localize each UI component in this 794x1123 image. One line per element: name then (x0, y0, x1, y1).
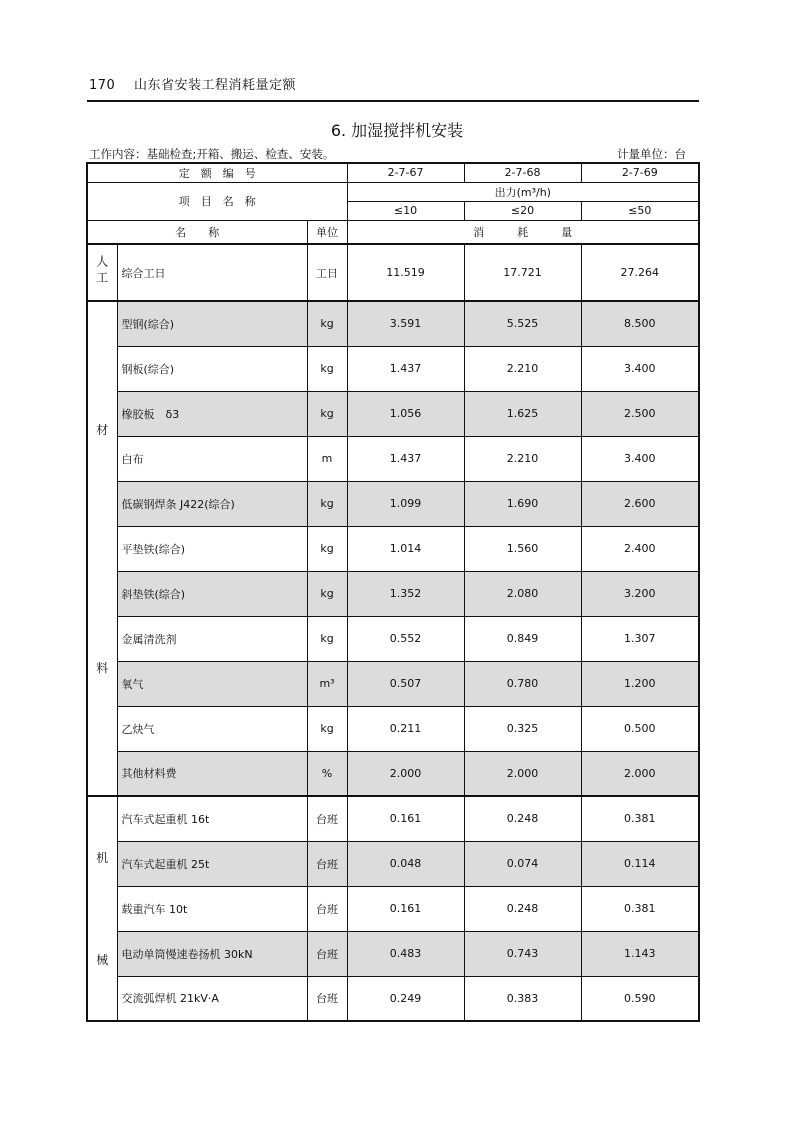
header-rule (87, 100, 699, 102)
materials-value-2: 2.210 (464, 436, 581, 481)
materials-value-1: 3.591 (347, 301, 464, 346)
machinery-value-1: 0.161 (347, 886, 464, 931)
materials-row (87, 706, 699, 751)
machinery-unit: 台班 (307, 796, 347, 841)
materials-unit: m³ (307, 661, 347, 706)
materials-value-3: 0.500 (581, 706, 699, 751)
materials-value-2: 5.525 (464, 301, 581, 346)
materials-value-2: 2.000 (464, 751, 581, 796)
labor-category (87, 244, 117, 301)
materials-category (87, 301, 117, 796)
measurement-unit: 计量单位：台 (617, 147, 686, 161)
materials-name: 钢板(综合) (117, 346, 307, 391)
materials-name: 其他材料费 (117, 751, 307, 796)
labor-category-label: 人工 (94, 255, 109, 287)
labor-row (87, 244, 699, 301)
materials-value-3: 3.200 (581, 571, 699, 616)
materials-unit: m (307, 436, 347, 481)
quota-table (86, 162, 700, 1022)
materials-row (87, 616, 699, 661)
materials-unit: kg (307, 616, 347, 661)
materials-value-2: 2.080 (464, 571, 581, 616)
materials-name: 金属清洗剂 (117, 616, 307, 661)
machinery-unit: 台班 (307, 886, 347, 931)
machinery-name: 载重汽车 10t (117, 886, 307, 931)
labor-value-2: 17.721 (464, 244, 581, 301)
materials-value-1: 1.437 (347, 346, 464, 391)
range-3: ≤50 (581, 201, 699, 220)
unit-header: 单位 (307, 220, 347, 244)
materials-value-1: 1.437 (347, 436, 464, 481)
materials-name: 白布 (117, 436, 307, 481)
machinery-value-3: 1.143 (581, 931, 699, 976)
materials-unit: kg (307, 301, 347, 346)
materials-unit: kg (307, 706, 347, 751)
materials-name: 氧气 (117, 661, 307, 706)
machinery-name: 汽车式起重机 25t (117, 841, 307, 886)
materials-value-1: 1.056 (347, 391, 464, 436)
materials-value-3: 1.200 (581, 661, 699, 706)
materials-name: 型钢(综合) (117, 301, 307, 346)
materials-value-3: 2.600 (581, 481, 699, 526)
machinery-name: 电动单筒慢速卷扬机 30kN (117, 931, 307, 976)
machinery-name: 交流弧焊机 21kV·A (117, 976, 307, 1021)
materials-value-1: 1.099 (347, 481, 464, 526)
materials-unit: kg (307, 526, 347, 571)
consumption-header: 消 耗 量 (347, 220, 699, 244)
materials-row (87, 391, 699, 436)
materials-name: 乙炔气 (117, 706, 307, 751)
materials-value-1: 1.352 (347, 571, 464, 616)
machinery-value-1: 0.161 (347, 796, 464, 841)
materials-row (87, 751, 699, 796)
materials-row (87, 661, 699, 706)
materials-row (87, 526, 699, 571)
machinery-row (87, 841, 699, 886)
machinery-value-3: 0.114 (581, 841, 699, 886)
materials-unit: % (307, 751, 347, 796)
materials-value-3: 2.400 (581, 526, 699, 571)
page-number: 170 (89, 78, 116, 93)
quota-code-3: 2-7-69 (581, 163, 699, 182)
materials-unit: kg (307, 346, 347, 391)
materials-name: 平垫铁(综合) (117, 526, 307, 571)
materials-value-2: 0.780 (464, 661, 581, 706)
machinery-value-1: 0.483 (347, 931, 464, 976)
materials-value-3: 2.000 (581, 751, 699, 796)
machinery-row (87, 886, 699, 931)
materials-row (87, 301, 699, 346)
range-1: ≤10 (347, 201, 464, 220)
machinery-value-2: 0.383 (464, 976, 581, 1021)
machinery-category-bottom: 械 (96, 953, 109, 968)
machinery-value-3: 0.381 (581, 886, 699, 931)
materials-unit: kg (307, 571, 347, 616)
machinery-category-top: 机 (96, 850, 109, 865)
materials-category-top: 材 (96, 423, 109, 438)
materials-value-1: 1.014 (347, 526, 464, 571)
materials-row (87, 436, 699, 481)
book-title: 山东省安装工程消耗量定额 (133, 78, 296, 93)
item-name-label: 项 目 名 称 (87, 182, 347, 220)
work-content: 工作内容：基础检查;开箱、搬运、检查、安装。 (89, 147, 335, 161)
materials-row (87, 481, 699, 526)
materials-value-2: 0.325 (464, 706, 581, 751)
machinery-value-2: 0.248 (464, 796, 581, 841)
labor-value-1: 11.519 (347, 244, 464, 301)
materials-name: 低碳钢焊条 J422(综合) (117, 481, 307, 526)
labor-value-3: 27.264 (581, 244, 699, 301)
machinery-category (87, 796, 117, 1021)
materials-value-2: 1.625 (464, 391, 581, 436)
quota-code-label: 定 额 编 号 (87, 163, 347, 182)
machinery-unit: 台班 (307, 976, 347, 1021)
materials-value-2: 1.690 (464, 481, 581, 526)
machinery-name: 汽车式起重机 16t (117, 796, 307, 841)
materials-name: 斜垫铁(综合) (117, 571, 307, 616)
machinery-value-3: 0.590 (581, 976, 699, 1021)
materials-value-1: 0.552 (347, 616, 464, 661)
name-header: 名 称 (87, 220, 307, 244)
machinery-value-1: 0.048 (347, 841, 464, 886)
machinery-value-3: 0.381 (581, 796, 699, 841)
section-title: 6. 加湿搅拌机安装 (330, 121, 464, 140)
quota-code-1: 2-7-67 (347, 163, 464, 182)
machinery-row (87, 796, 699, 841)
materials-unit: kg (307, 481, 347, 526)
machinery-value-2: 0.248 (464, 886, 581, 931)
machinery-value-2: 0.074 (464, 841, 581, 886)
materials-value-3: 2.500 (581, 391, 699, 436)
materials-value-3: 3.400 (581, 346, 699, 391)
materials-value-1: 0.507 (347, 661, 464, 706)
materials-value-1: 0.211 (347, 706, 464, 751)
output-label: 出力(m³/h) (347, 182, 699, 201)
materials-row (87, 571, 699, 616)
machinery-value-2: 0.743 (464, 931, 581, 976)
machinery-row (87, 931, 699, 976)
materials-value-2: 0.849 (464, 616, 581, 661)
quota-code-2: 2-7-68 (464, 163, 581, 182)
materials-category-bottom: 料 (96, 660, 109, 675)
materials-name: 橡胶板 δ3 (117, 391, 307, 436)
machinery-value-1: 0.249 (347, 976, 464, 1021)
materials-value-2: 2.210 (464, 346, 581, 391)
materials-value-3: 1.307 (581, 616, 699, 661)
labor-unit: 工日 (307, 244, 347, 301)
materials-row (87, 346, 699, 391)
machinery-row (87, 976, 699, 1021)
materials-unit: kg (307, 391, 347, 436)
page-header (89, 74, 296, 93)
machinery-unit: 台班 (307, 931, 347, 976)
materials-value-3: 8.500 (581, 301, 699, 346)
materials-value-3: 3.400 (581, 436, 699, 481)
labor-name: 综合工日 (117, 244, 307, 301)
materials-value-1: 2.000 (347, 751, 464, 796)
range-2: ≤20 (464, 201, 581, 220)
materials-value-2: 1.560 (464, 526, 581, 571)
machinery-unit: 台班 (307, 841, 347, 886)
